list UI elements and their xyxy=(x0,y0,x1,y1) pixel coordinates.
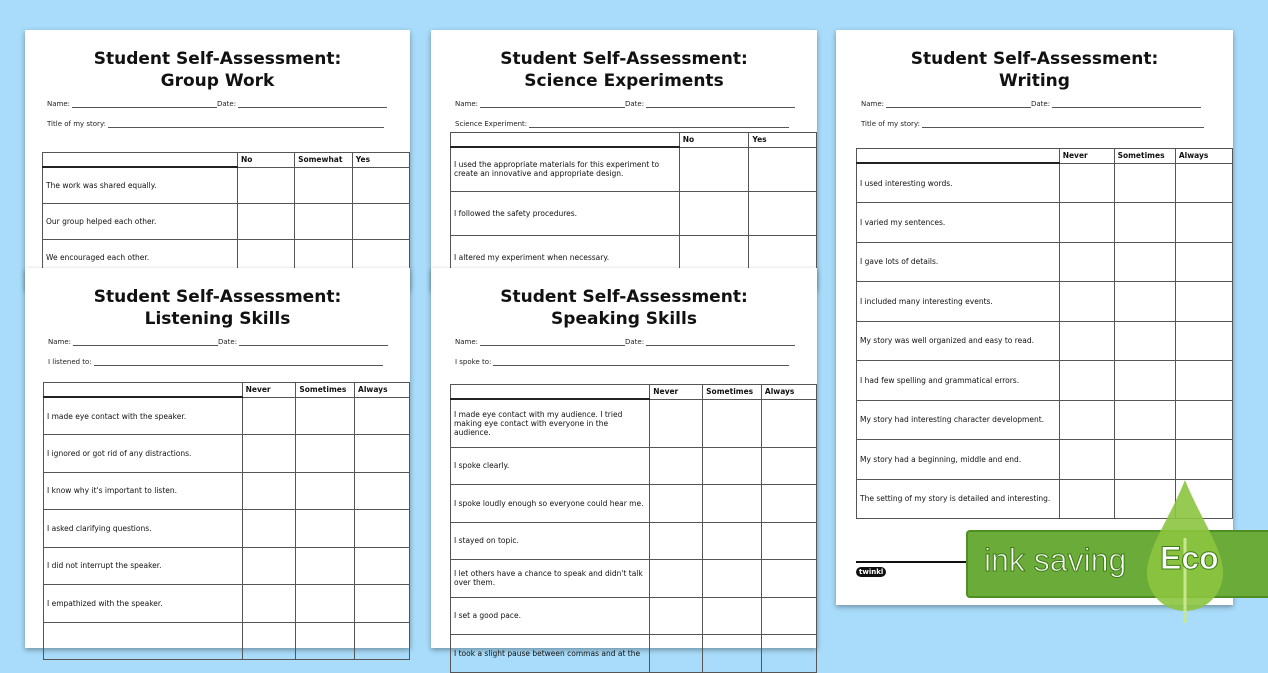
rating-cell[interactable] xyxy=(352,203,409,239)
field-label: Title of my story: xyxy=(47,120,106,128)
rating-cell[interactable] xyxy=(355,585,410,623)
rating-cell[interactable] xyxy=(650,560,703,598)
worksheet-title: Student Self-Assessment: xyxy=(910,49,1159,69)
statement: I ignored or got rid of any distractions. xyxy=(44,435,243,473)
table-row xyxy=(44,435,410,473)
rating-cell[interactable] xyxy=(242,622,296,660)
column-header: Never xyxy=(1059,149,1114,164)
field-line[interactable] xyxy=(108,120,384,128)
assessment-table xyxy=(450,132,817,280)
column-header: Always xyxy=(761,385,816,400)
field-label: Science Experiment: xyxy=(455,120,528,128)
eco-label: Eco xyxy=(1160,540,1219,576)
table-row xyxy=(451,147,817,191)
ink-saving-label: ink saving xyxy=(984,542,1127,578)
statement: I asked clarifying questions. xyxy=(44,510,243,548)
rating-cell[interactable] xyxy=(650,485,703,523)
statement: We encouraged each other. xyxy=(43,239,238,275)
header-blank xyxy=(451,385,650,400)
field-line[interactable] xyxy=(646,100,795,108)
statement xyxy=(44,622,243,660)
statement: The work was shared equally. xyxy=(43,167,238,203)
rating-cell[interactable] xyxy=(295,167,353,203)
table-row xyxy=(451,560,817,598)
column-header: Always xyxy=(355,383,410,398)
rating-cell[interactable] xyxy=(761,447,816,485)
worksheet-title: Student Self-Assessment: xyxy=(93,287,342,307)
column-header: Never xyxy=(650,385,703,400)
rating-cell[interactable] xyxy=(650,447,703,485)
rating-cell[interactable] xyxy=(761,560,816,598)
rating-cell[interactable] xyxy=(1114,203,1175,243)
statement: I spoke loudly enough so everyone could hear me. xyxy=(451,485,650,523)
column-header: Never xyxy=(242,383,296,398)
rating-cell[interactable] xyxy=(703,399,762,447)
rating-cell[interactable] xyxy=(1059,163,1114,203)
field-label: Date: xyxy=(1031,100,1051,108)
worksheet-title: Student Self-Assessment: xyxy=(500,287,748,307)
rating-cell[interactable] xyxy=(1175,242,1232,282)
worksheet-title: Student Self-Assessment: xyxy=(500,49,748,69)
rating-cell[interactable] xyxy=(355,510,410,548)
field-label: Date: xyxy=(625,100,645,108)
rating-cell[interactable] xyxy=(703,522,762,560)
rating-cell[interactable] xyxy=(237,167,294,203)
rating-cell[interactable] xyxy=(761,522,816,560)
field-title-of-my-story[interactable] xyxy=(861,120,1204,128)
table-row xyxy=(44,510,410,548)
field-line[interactable] xyxy=(922,120,1204,128)
statement: Our group helped each other. xyxy=(43,203,238,239)
rating-cell[interactable] xyxy=(1175,400,1232,440)
rating-cell[interactable] xyxy=(242,397,296,435)
statement: I let others have a chance to speak and didn't talk over them. xyxy=(451,560,650,598)
rating-cell[interactable] xyxy=(242,510,296,548)
rating-cell[interactable] xyxy=(1114,361,1175,401)
field-date[interactable] xyxy=(217,100,387,108)
rating-cell[interactable] xyxy=(761,635,816,673)
statement: I varied my sentences. xyxy=(857,203,1060,243)
rating-cell[interactable] xyxy=(1114,163,1175,203)
statement: I did not interrupt the speaker. xyxy=(44,547,243,585)
field-label: I spoke to: xyxy=(455,358,492,366)
rating-cell[interactable] xyxy=(679,191,749,235)
field-label: Date: xyxy=(217,100,237,108)
rating-cell[interactable] xyxy=(296,397,355,435)
statement: I made eye contact with my audience. I tried making eye contact with everyone in the audience. xyxy=(451,399,650,447)
rating-cell[interactable] xyxy=(749,147,817,191)
statement: I spoke clearly. xyxy=(451,447,650,485)
field-label: Title of my story: xyxy=(861,120,920,128)
statement: My story had interesting character development. xyxy=(857,400,1060,440)
rating-cell[interactable] xyxy=(1059,440,1114,480)
field-i-spoke-to[interactable] xyxy=(455,358,789,366)
field-label: Name: xyxy=(455,338,479,346)
statement: I altered my experiment when necessary. xyxy=(451,235,680,279)
statement: The setting of my story is detailed and interesting. xyxy=(857,479,1060,519)
worksheet-subtitle: Listening Skills xyxy=(144,309,291,329)
statement: I stayed on topic. xyxy=(451,522,650,560)
field-line[interactable] xyxy=(94,358,383,366)
rating-cell[interactable] xyxy=(296,472,355,510)
field-name[interactable] xyxy=(47,100,217,108)
rating-cell[interactable] xyxy=(1114,440,1175,480)
table-row xyxy=(44,547,410,585)
field-label: Name: xyxy=(48,338,72,346)
field-name[interactable] xyxy=(455,338,625,346)
table-row xyxy=(857,440,1233,480)
rating-cell[interactable] xyxy=(1114,242,1175,282)
worksheet-group-work xyxy=(25,30,410,290)
rating-cell[interactable] xyxy=(355,435,410,473)
rating-cell[interactable] xyxy=(296,435,355,473)
rating-cell[interactable] xyxy=(296,510,355,548)
field-line[interactable] xyxy=(493,358,789,366)
field-title-of-my-story[interactable] xyxy=(47,120,384,128)
table-row xyxy=(43,167,410,203)
table-row xyxy=(451,635,817,673)
rating-cell[interactable] xyxy=(1175,203,1232,243)
assessment-table xyxy=(856,148,1233,519)
column-header: No xyxy=(679,133,749,148)
rating-cell[interactable] xyxy=(355,547,410,585)
table-row xyxy=(451,399,817,447)
table-row xyxy=(451,597,817,635)
field-name[interactable] xyxy=(48,338,218,346)
statement: I empathized with the speaker. xyxy=(44,585,243,623)
rating-cell[interactable] xyxy=(1175,163,1232,203)
rating-cell[interactable] xyxy=(703,597,762,635)
field-name[interactable] xyxy=(861,100,1031,108)
rating-cell[interactable] xyxy=(1175,321,1232,361)
field-line[interactable] xyxy=(886,100,1031,108)
statement: I took a slight pause between commas and at the xyxy=(451,635,650,673)
worksheet-speaking-skills xyxy=(431,268,817,658)
rating-cell[interactable] xyxy=(1114,282,1175,322)
assessment-table xyxy=(43,382,410,660)
field-date[interactable] xyxy=(218,338,388,346)
field-date[interactable] xyxy=(625,100,795,108)
rating-cell[interactable] xyxy=(352,167,409,203)
field-name[interactable] xyxy=(455,100,625,108)
rating-cell[interactable] xyxy=(650,399,703,447)
table-row xyxy=(44,622,410,660)
rating-cell[interactable] xyxy=(296,547,355,585)
rating-cell[interactable] xyxy=(703,560,762,598)
rating-cell[interactable] xyxy=(1059,282,1114,322)
assessment-table xyxy=(450,384,817,673)
rating-cell[interactable] xyxy=(650,597,703,635)
field-line[interactable] xyxy=(480,100,625,108)
rating-cell[interactable] xyxy=(1175,440,1232,480)
rating-cell[interactable] xyxy=(242,472,296,510)
table-row xyxy=(44,472,410,510)
rating-cell[interactable] xyxy=(242,547,296,585)
rating-cell[interactable] xyxy=(242,435,296,473)
worksheet-subtitle: Speaking Skills xyxy=(551,309,697,329)
rating-cell[interactable] xyxy=(703,447,762,485)
column-header: Always xyxy=(1175,149,1232,164)
rating-cell[interactable] xyxy=(296,585,355,623)
rating-cell[interactable] xyxy=(1175,361,1232,401)
field-line[interactable] xyxy=(646,338,795,346)
worksheet-subtitle: Science Experiments xyxy=(524,71,724,91)
table-row xyxy=(857,361,1233,401)
rating-cell[interactable] xyxy=(295,203,353,239)
statement: I included many interesting events. xyxy=(857,282,1060,322)
footer-line xyxy=(856,561,976,563)
rating-cell[interactable] xyxy=(1114,400,1175,440)
worksheet-subtitle: Group Work xyxy=(160,71,275,91)
rating-cell[interactable] xyxy=(1059,242,1114,282)
table-row xyxy=(451,191,817,235)
statement: I used the appropriate materials for this experiment to create an innovative and appropriate design. xyxy=(451,147,680,191)
field-date[interactable] xyxy=(1031,100,1201,108)
header-blank xyxy=(43,153,238,168)
rating-cell[interactable] xyxy=(1059,400,1114,440)
table-row xyxy=(857,282,1233,322)
rating-cell[interactable] xyxy=(242,585,296,623)
table-row xyxy=(44,397,410,435)
column-header: Yes xyxy=(749,133,817,148)
field-label: Name: xyxy=(455,100,479,108)
assessment-table xyxy=(42,152,410,276)
rating-cell[interactable] xyxy=(1114,321,1175,361)
column-header: Sometimes xyxy=(1114,149,1175,164)
field-label: I listened to: xyxy=(48,358,92,366)
table-row xyxy=(44,585,410,623)
statement: I used interesting words. xyxy=(857,163,1060,203)
column-header: Somewhat xyxy=(295,153,353,168)
statement: I made eye contact with the speaker. xyxy=(44,397,243,435)
rating-cell[interactable] xyxy=(1059,321,1114,361)
field-line[interactable] xyxy=(73,338,218,346)
rating-cell[interactable] xyxy=(650,522,703,560)
rating-cell[interactable] xyxy=(679,147,749,191)
column-header: Sometimes xyxy=(703,385,762,400)
statement: My story was well organized and easy to read. xyxy=(857,321,1060,361)
table-row xyxy=(857,163,1233,203)
table-row xyxy=(857,321,1233,361)
twinkl-logo: twinkl xyxy=(856,567,886,577)
table-row xyxy=(857,203,1233,243)
rating-cell[interactable] xyxy=(1059,361,1114,401)
statement: I know why it's important to listen. xyxy=(44,472,243,510)
rating-cell[interactable] xyxy=(237,203,294,239)
worksheet-listening-skills xyxy=(25,268,410,648)
rating-cell[interactable] xyxy=(749,191,817,235)
field-line[interactable] xyxy=(238,100,387,108)
table-row xyxy=(451,485,817,523)
field-label: Name: xyxy=(47,100,71,108)
rating-cell[interactable] xyxy=(355,472,410,510)
worksheet-subtitle: Writing xyxy=(999,71,1070,91)
field-line[interactable] xyxy=(239,338,388,346)
field-line[interactable] xyxy=(72,100,217,108)
rating-cell[interactable] xyxy=(355,397,410,435)
statement: I gave lots of details. xyxy=(857,242,1060,282)
rating-cell[interactable] xyxy=(650,635,703,673)
field-line[interactable] xyxy=(529,120,789,128)
field-label: Date: xyxy=(625,338,645,346)
table-row xyxy=(857,400,1233,440)
column-header: Sometimes xyxy=(296,383,355,398)
field-label: Name: xyxy=(861,100,885,108)
table-row xyxy=(43,203,410,239)
rating-cell[interactable] xyxy=(703,485,762,523)
rating-cell[interactable] xyxy=(761,485,816,523)
rating-cell[interactable] xyxy=(296,622,355,660)
rating-cell[interactable] xyxy=(1059,479,1114,519)
rating-cell[interactable] xyxy=(355,622,410,660)
table-row xyxy=(451,447,817,485)
rating-cell[interactable] xyxy=(1175,282,1232,322)
field-label: Date: xyxy=(218,338,238,346)
rating-cell[interactable] xyxy=(1059,203,1114,243)
statement: My story had a beginning, middle and end. xyxy=(857,440,1060,480)
header-blank xyxy=(44,383,243,398)
field-i-listened-to[interactable] xyxy=(48,358,383,366)
field-line[interactable] xyxy=(1052,100,1201,108)
statement: I had few spelling and grammatical errors. xyxy=(857,361,1060,401)
table-row xyxy=(857,242,1233,282)
worksheet-title: Student Self-Assessment: xyxy=(93,49,342,69)
worksheet-science-experiments xyxy=(431,30,817,290)
field-line[interactable] xyxy=(480,338,625,346)
field-date[interactable] xyxy=(625,338,795,346)
rating-cell[interactable] xyxy=(703,635,762,673)
statement: I followed the safety procedures. xyxy=(451,191,680,235)
statement: I set a good pace. xyxy=(451,597,650,635)
field-science-experiment[interactable] xyxy=(455,120,789,128)
table-row xyxy=(451,522,817,560)
rating-cell[interactable] xyxy=(761,597,816,635)
column-header: Yes xyxy=(352,153,409,168)
header-blank xyxy=(857,149,1060,164)
column-header: No xyxy=(237,153,294,168)
header-blank xyxy=(451,133,680,148)
rating-cell[interactable] xyxy=(761,399,816,447)
